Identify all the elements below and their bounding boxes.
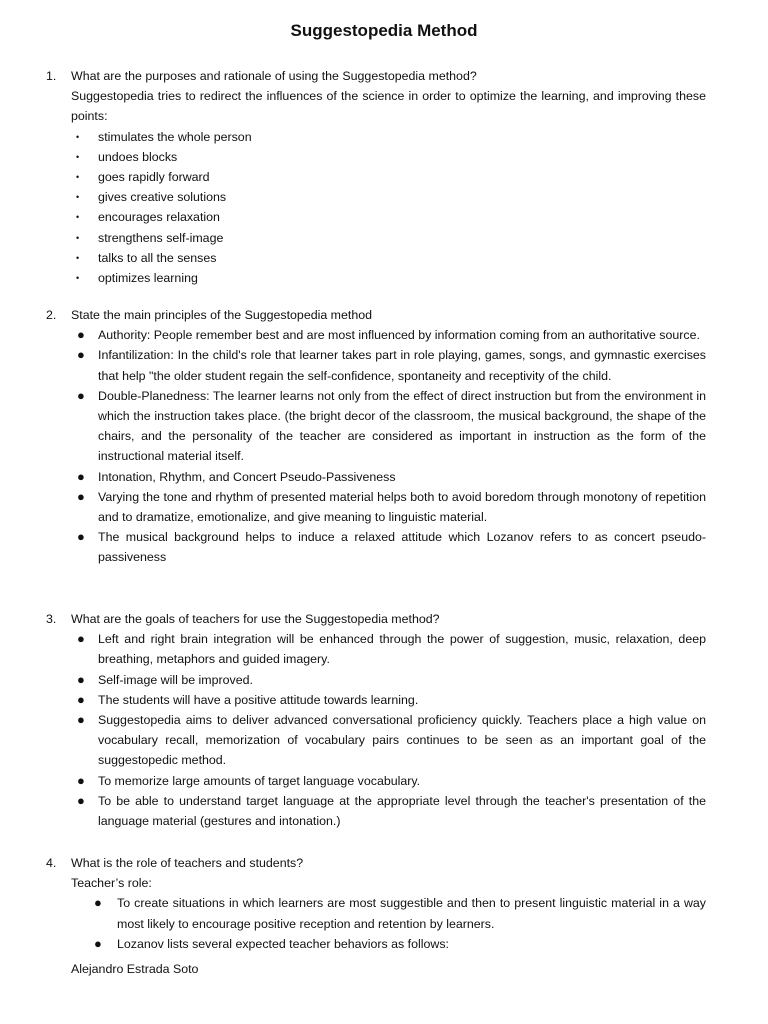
list-item-text: talks to all the senses bbox=[98, 250, 217, 265]
question-number: 2. bbox=[46, 308, 57, 322]
bullet-icon: • bbox=[76, 151, 80, 162]
bullet-icon: ● bbox=[94, 935, 102, 951]
list-item-text: Left and right brain integration will be enhanced through the power of suggestion, music, relaxation, deep breathing, metaphors and guided imagery. bbox=[98, 632, 706, 667]
list-item bbox=[46, 710, 706, 771]
list-item bbox=[46, 167, 706, 187]
list-item bbox=[46, 386, 706, 467]
list-item-text: optimizes learning bbox=[98, 271, 198, 286]
answer-paragraph: Suggestopedia tries to redirect the influences of the science in order to optimize the learning, and improving these points: bbox=[71, 89, 706, 124]
question-text: State the main principles of the Suggestopedia method bbox=[71, 308, 373, 322]
point-list bbox=[46, 893, 706, 954]
question-number: 4. bbox=[46, 856, 57, 870]
bullet-icon: ● bbox=[77, 327, 85, 343]
bullet-icon: ● bbox=[77, 468, 85, 484]
list-item-text: To memorize large amounts of target language vocabulary. bbox=[98, 773, 421, 788]
bullet-icon: • bbox=[76, 192, 80, 203]
bullet-icon: • bbox=[76, 232, 80, 243]
question-3 bbox=[46, 609, 706, 629]
list-item bbox=[46, 467, 706, 487]
question-4-section bbox=[46, 853, 706, 954]
list-item bbox=[46, 325, 706, 345]
list-item-text: Double-Planedness: The learner learns not only from the effect of direct instruction but from the environment in which the instruction takes place. (the bright decor of the classroom, the musical background, the shape of the chairs, and the personality of the teacher are considered as important in instruction as the form of the instructional material itself. bbox=[98, 388, 706, 464]
question-number: 1. bbox=[46, 69, 57, 83]
list-item bbox=[46, 670, 706, 690]
question-1-section bbox=[46, 66, 706, 288]
list-item bbox=[46, 268, 706, 288]
list-item-text: gives creative solutions bbox=[98, 190, 227, 205]
list-item bbox=[46, 228, 706, 248]
list-item bbox=[46, 771, 706, 791]
bullet-icon: ● bbox=[77, 712, 85, 728]
question-number: 3. bbox=[46, 612, 57, 626]
question-3-section bbox=[46, 609, 706, 831]
list-item-text: undoes blocks bbox=[98, 149, 178, 164]
bullet-icon: ● bbox=[94, 895, 102, 911]
question-1 bbox=[46, 66, 706, 86]
list-item bbox=[46, 127, 706, 147]
bullet-icon: ● bbox=[77, 387, 85, 403]
point-list bbox=[46, 127, 706, 289]
question-text: What are the goals of teachers for use the Suggestopedia method? bbox=[71, 612, 440, 626]
list-item-text: strengthens self-image bbox=[98, 230, 224, 245]
bullet-icon: • bbox=[76, 131, 80, 142]
bullet-icon: ● bbox=[77, 691, 85, 707]
bullet-icon: • bbox=[76, 252, 80, 263]
list-item-text: The students will have a positive attitude towards learning. bbox=[98, 692, 419, 707]
bullet-icon: ● bbox=[77, 529, 85, 545]
list-item-text: To create situations in which learners are most suggestible and then to present linguistic material in a way most likely to encourage positive reception and retention by learners. bbox=[117, 896, 706, 931]
bullet-icon: ● bbox=[77, 631, 85, 647]
bullet-icon: ● bbox=[77, 488, 85, 504]
bullet-icon: • bbox=[76, 212, 80, 223]
list-item-text: To be able to understand target language at the appropriate level through the teacher's presentation of the language material (gestures and intonation.) bbox=[98, 793, 706, 829]
list-item-text: Lozanov lists several expected teacher behaviors as follows: bbox=[117, 936, 449, 951]
list-item bbox=[46, 629, 706, 669]
bullet-icon: ● bbox=[77, 792, 85, 808]
bullet-icon: ● bbox=[77, 347, 85, 363]
list-item-text: encourages relaxation bbox=[98, 210, 220, 225]
list-item-text: Self-image will be improved. bbox=[98, 672, 253, 687]
author-footer: Alejandro Estrada Soto bbox=[71, 962, 199, 976]
question-text: What is the role of teachers and students? bbox=[71, 856, 304, 870]
list-item bbox=[46, 791, 706, 831]
list-item bbox=[46, 147, 706, 167]
question-4 bbox=[46, 853, 706, 873]
list-item bbox=[46, 487, 706, 527]
list-item-text: Authority: People remember best and are most influenced by information coming from an authoritative source. bbox=[98, 328, 700, 343]
list-item bbox=[46, 934, 706, 954]
list-item-text: Varying the tone and rhythm of presented material helps both to avoid boredom through monotony of repetition and to dramatize, emotionalize, and give meaning to linguistic material. bbox=[98, 489, 706, 525]
question-text: What are the purposes and rationale of using the Suggestopedia method? bbox=[71, 69, 477, 83]
list-item-text: goes rapidly forward bbox=[98, 170, 210, 185]
bullet-icon: ● bbox=[77, 671, 85, 687]
list-item-text: The musical background helps to induce a relaxed attitude which Lozanov refers to as concert pseudo-passiveness bbox=[98, 530, 706, 565]
subheading: Teacher’s role: bbox=[71, 876, 152, 891]
list-item bbox=[46, 187, 706, 207]
question-2 bbox=[46, 305, 706, 325]
list-item bbox=[46, 690, 706, 710]
bullet-icon: • bbox=[76, 273, 80, 284]
list-item bbox=[46, 893, 706, 933]
list-item-text: stimulates the whole person bbox=[98, 129, 252, 144]
list-item bbox=[46, 207, 706, 227]
page-title: Suggestopedia Method bbox=[290, 21, 478, 40]
list-item bbox=[46, 345, 706, 385]
list-item-text: Suggestopedia aims to deliver advanced conversational proficiency quickly. Teachers place a high value on vocabulary recall, memorization of vocabulary pairs continues to be seen as an important goal of the suggestopedic method. bbox=[98, 713, 706, 768]
list-item bbox=[46, 527, 706, 567]
point-list bbox=[46, 629, 706, 831]
question-2-section bbox=[46, 305, 706, 568]
bullet-icon: ● bbox=[77, 772, 85, 788]
bullet-icon: • bbox=[76, 172, 80, 183]
list-item-text: Intonation, Rhythm, and Concert Pseudo-Passiveness bbox=[98, 469, 396, 484]
point-list bbox=[46, 325, 706, 567]
list-item bbox=[46, 248, 706, 268]
list-item-text: Infantilization: In the child's role that learner takes part in role playing, games, songs, and gymnastic exercises that help "the older student regain the self-confidence, spontaneity and receptivity of the child. bbox=[98, 348, 706, 383]
